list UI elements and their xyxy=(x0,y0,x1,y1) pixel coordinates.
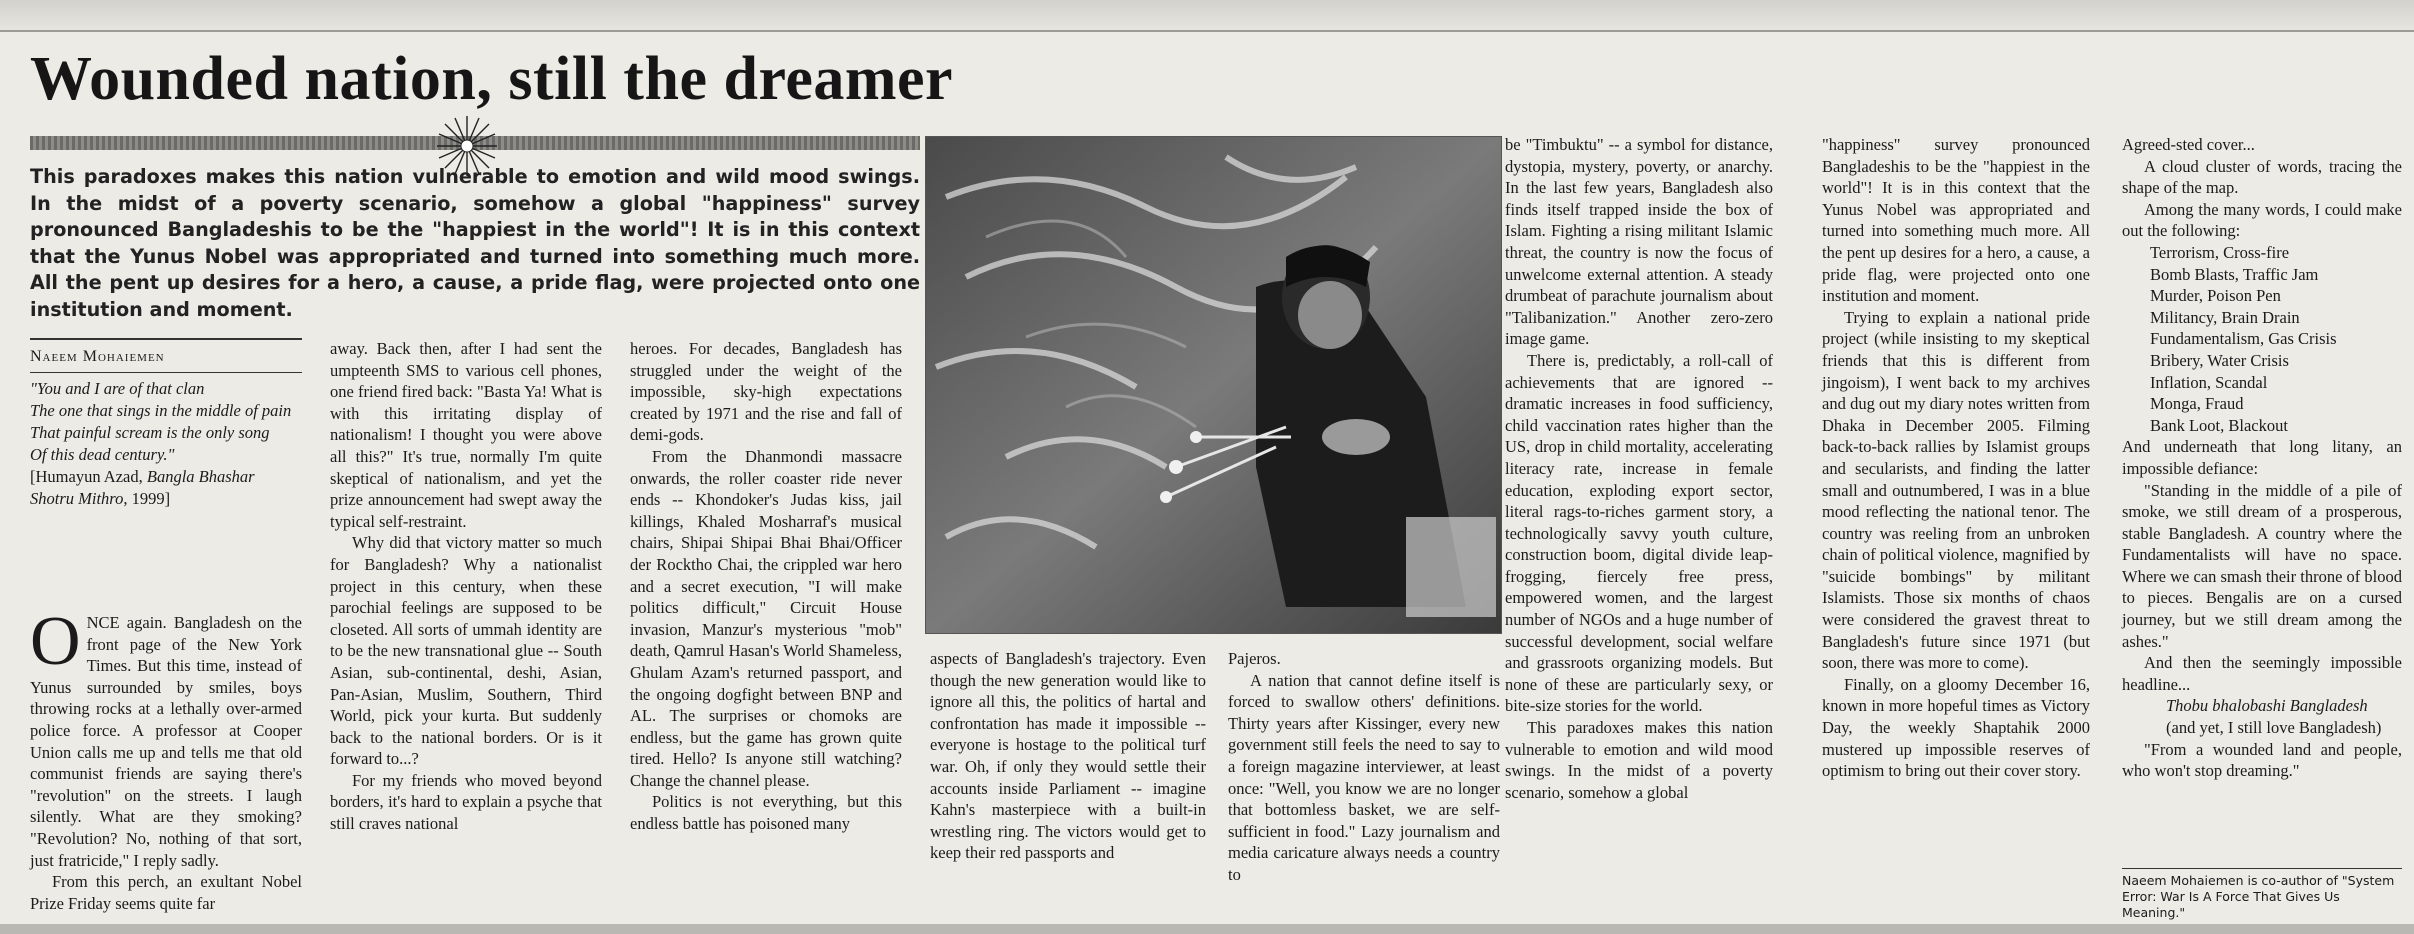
column-1 xyxy=(30,603,302,914)
column-7 xyxy=(1822,134,2090,782)
list-item: Militancy, Brain Drain xyxy=(2150,307,2300,327)
list-item: Fundamentalism, Gas Crisis xyxy=(2150,329,2337,349)
drop-cap: O xyxy=(30,603,81,680)
poem-citation xyxy=(30,466,302,510)
column-2 xyxy=(330,338,602,835)
paragraph: Among the many words, I could make out the following: xyxy=(2122,199,2402,241)
list-item: Bank Loot, Blackout xyxy=(2150,415,2288,435)
list-item: Bribery, Water Crisis xyxy=(2150,350,2289,370)
list-item: Inflation, Scandal xyxy=(2150,372,2268,392)
paragraph: Pajeros. xyxy=(1228,649,1281,668)
previous-page-strip xyxy=(0,0,2414,32)
paragraph: A nation that cannot define itself is forced to swallow others' definitions. Thirty years after Kissinger, every new government still feels the need to say to a foreign magazine interviewer, at least once: "Well, you know we are no longer that bottomless basket, we are self-sufficient in food." Lazy journalism and media caricature always needs a country to xyxy=(1228,670,1500,884)
poem-line: "You and I are of that clan xyxy=(30,379,205,398)
paragraph: And then the seemingly impossible headline... xyxy=(2122,653,2402,694)
paragraph: be "Timbuktu" -- a symbol for distance, dystopia, mystery, poverty, or anarchy. In the last few years, Bangladesh also finds itself trapped inside the box of Islam. Fighting a rising militant Islamic threat, the country is now the focus of unwelcome external attention. A steady drumbeat of parachute journalism about "Talibanization." Another zero-zero image game. xyxy=(1505,135,1773,349)
opening-paragraph: ONCE again. Bangladesh on the front page of the New York Times. But this time, instead of Yunus surrounded by smiles, boys throwing rocks at a lethally over-armed police force. A professor at Cooper Union calls me up and tells me that old communist friends are saying there's "revolution" on the streets. I laugh silently. What are they smoking? "Revolution? No, nothing of that sort, just fratricide," I reply sadly. xyxy=(30,603,302,870)
page-bottom-strip xyxy=(0,924,2414,934)
column-6 xyxy=(1505,134,1773,803)
paragraph: aspects of Bangladesh's trajectory. Even though the new generation would like to ignore all this, the politics of hartal and confrontation has made it impossible -- everyone is hostage to the political turf war. Oh, if only they would settle their accounts inside Parliament -- imagine Kahn's masterpiece with a built-in wrestling ring. The victors would get to keep their red passports and xyxy=(930,649,1206,863)
epigraph-poem xyxy=(30,378,302,510)
paragraph: And underneath that long litany, an impossible defiance: xyxy=(2122,437,2402,478)
paragraph: "happiness" survey pronounced Bangladeshis to be the "happiest in the world"! It is in this context that the Yunus Nobel was appropriated and turned into something much more. All the pent up desires for a hero, a cause, a pride flag, were projected onto one institution and moment. xyxy=(1822,135,2090,306)
column-4 xyxy=(930,648,1206,864)
paragraph: Trying to explain a national pride project (while insisting to my skeptical friends that this is different from jingoism), I went back to my archives and dug out my diary notes written from Dhaka in December 2005. Filming back-to-back rallies by Islamist groups and secularists, and finding the latter small and outnumbered, I was in a blue mood reflecting the national tenor. The country was reeling from an unbroken chain of political violence, magnified by "suicide bombings" by militant Islamists. Those six months of chaos were considered the gravest threat to Bangladesh's future since 1971 (but soon, there was more to come). xyxy=(1822,307,2090,673)
headline: Wounded nation, still the dreamer xyxy=(30,45,954,113)
byline: Naeem Mohaiemen xyxy=(30,338,302,373)
paragraph: Finally, on a gloomy December 16, known in more hopeful times as Victory Day, the weekly Shaptahik 2000 mustered up impossible reserves of optimism to bring out their cover story. xyxy=(1822,674,2090,781)
poem-line: That painful scream is the only song xyxy=(30,423,270,442)
paragraph: For my friends who moved beyond borders, it's hard to explain a psyche that still craves national xyxy=(330,770,602,834)
list-item: Terrorism, Cross-fire xyxy=(2150,242,2290,262)
column-5 xyxy=(1228,648,1500,886)
paragraph: away. Back then, after I had sent the umpteenth SMS to various cell phones, one friend fired back: "Basta Ya! What is with this irritating display of nationalism! I thought you were above all this?" It's true, normally I'm quite skeptical of nationalism, and yet the prize announcement had swept away the typical self-restraint. xyxy=(330,339,602,531)
headline-translation: (and yet, I still love Bangladesh) xyxy=(2166,718,2382,738)
citation-title: Bangla Bhashar Shotru Mithro xyxy=(30,467,255,508)
paragraph: Why did that victory matter so much for Bangladesh? Why a nationalist project in this century, when these parochial feelings are supposed to be closeted. All sorts of ummah identity are to be the new transnational glue -- South Asian, sub-continental, deshi, Asian, Pan-Asian, Muslim, Southern, Third World, pick your kurta. But suddenly back to the national borders. Or is it forward to...? xyxy=(330,533,602,769)
citation-suffix: , 1999] xyxy=(123,489,171,508)
paragraph: heroes. For decades, Bangladesh has struggled under the weight of the impossible, sky-high expectations created by 1971 and the rise and fall of demi-gods. xyxy=(630,339,902,445)
quote-paragraph: "Standing in the middle of a pile of smoke, we still dream of a prosperous, stable Bangladesh. A country where the Fundamentalists will have no space. Where we can smash their throne of blood to pieces. Bengalis are on a cursed journey, but we still dream among the ashes." xyxy=(2122,480,2402,651)
paragraph: From this perch, an exultant Nobel Prize Friday seems quite far xyxy=(30,872,302,913)
paragraph: A cloud cluster of words, tracing the shape of the map. xyxy=(2122,156,2402,198)
list-item: Murder, Poison Pen xyxy=(2150,286,2281,306)
citation-prefix: [Humayun Azad, xyxy=(30,467,147,486)
poem-line: Of this dead century." xyxy=(30,445,175,464)
author-note: Naeem Mohaiemen is co-author of "System Error: War Is A Force That Gives Us Meaning." xyxy=(2122,868,2402,921)
column-8 xyxy=(2122,134,2402,782)
word-cloud-list xyxy=(2150,242,2402,436)
poem-line: The one that sings in the middle of pain xyxy=(30,401,292,420)
closing-quote: "From a wounded land and people, who won't stop dreaming." xyxy=(2122,739,2402,781)
paragraph: This paradoxes makes this nation vulnerable to emotion and wild mood swings. In the midst of a poverty scenario, somehow a global xyxy=(1505,718,1773,802)
column-3 xyxy=(630,338,902,835)
paragraph: Politics is not everything, but this endless battle has poisoned many xyxy=(630,792,902,834)
paragraph: Agreed-sted cover... xyxy=(2122,135,2255,154)
deck-summary: This paradoxes makes this nation vulnerable to emotion and wild mood swings. In the midst of a poverty scenario, somehow a global "happiness" survey pronounced Bangladeshis to be the "happiest in the world"! It is in this context that the Yunus Nobel was appropriated and turned into something much more. All the pent up desires for a hero, a cause, a pride flag, were projected onto one institution and moment. xyxy=(30,165,920,321)
photo-child-with-flowers xyxy=(925,136,1502,634)
paragraph: There is, predictably, a roll-call of achievements that are ignored -- dramatic increases in food sufficiency, child vaccination rates higher than the US, drop in child mortality, accelerating literacy rate, increase in female education, exploding export sector, literal rags-to-riches garment story, a technologically savvy youth culture, construction boom, digital divide leap-frogging, fiercely free press, empowered women, and the largest number of NGOs and a huge number of successful development, social welfare and grassroots organizing models. But none of these are particularly sexy, or bite-size stories for the world. xyxy=(1505,350,1773,716)
paragraph: From the Dhanmondi massacre onwards, the roller coaster ride never ends -- Khondoker's Judas kiss, jail killings, Khaled Mosharraf's musical chairs, Shipai Shipai Bhai Bhai/Officer der Rocktho Chai, the crippled war hero and a secret execution, "I will make politics difficult," Circuit House invasion, Manzur's mysterious "mob" death, Qamrul Hasan's World Shameless, Ghulam Azam's returned passport, and the ongoing dogfight between BNP and AL. The surprises or chomoks are endless, but the game has grown quite tired. Hello? Is anyone still watching? Change the channel please. xyxy=(630,446,902,790)
list-item: Bomb Blasts, Traffic Jam xyxy=(2150,264,2319,284)
list-item: Monga, Fraud xyxy=(2150,394,2244,414)
headline-quote: Thobu bhalobashi Bangladesh xyxy=(2166,696,2368,716)
